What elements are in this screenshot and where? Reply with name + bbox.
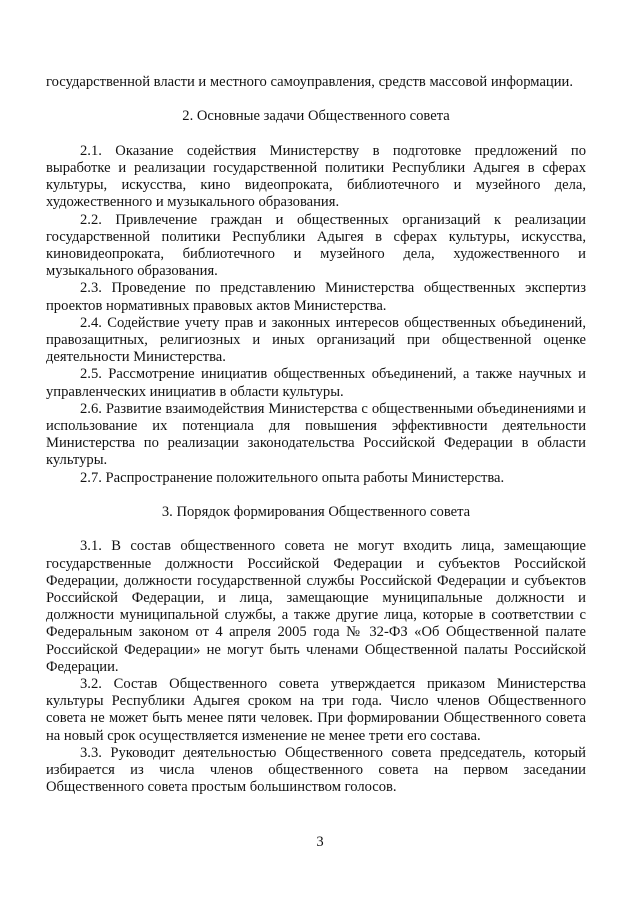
paragraph-2-4: 2.4. Содействие учету прав и законных интересов общественных объединений, правозащитных, религиозных и иных организаций при общественной оценке деятельности Министерства. [46, 314, 586, 366]
paragraph-2-6: 2.6. Развитие взаимодействия Министерства с общественными объединениями и использование их потенциала для повышения эффективности деятельности Министерства по реализации законодательства Российской Федерации в области культуры. [46, 400, 586, 469]
paragraph-3-3: 3.3. Руководит деятельностью Общественного совета председатель, который избирается из числа членов общественного совета на первом заседании Общественного совета простым большинством голосов. [46, 744, 586, 796]
document-page [46, 74, 586, 796]
paragraph-2-1: 2.1. Оказание содействия Министерству в подготовке предложений по выработке и реализации государственной политики Республики Адыгея в сферах культуры, искусства, кино видеопроката, библиотечного и музейного дела, художественного и музыкального образования. [46, 142, 586, 211]
section-3-heading: 3. Порядок формирования Общественного совета [161, 504, 471, 521]
paragraph-3-1: 3.1. В состав общественного совета не могут входить лица, замещающие государственные должности Российской Федерации и субъектов Российской Федерации, должности государственной службы Российской Федерации и субъектов Российской Федерации, и лица, замещающие муниципальные должности и должности муниципальной службы, а также другие лица, которые в соответствии с Федеральным законом от 4 апреля 2005 года № 32-ФЗ «Об Общественной палате Российской Федерации» не могут быть членами Общественной палаты Российской Федерации. [46, 538, 586, 675]
paragraph-2-5: 2.5. Рассмотрение инициатив общественных объединений, а также научных и управленческих инициатив в области культуры. [46, 366, 586, 400]
intro-continuation: государственной власти и местного самоуправления, средств массовой информации. [46, 74, 573, 90]
paragraph-3-2: 3.2. Состав Общественного совета утверждается приказом Министерства культуры Республики Адыгея сроком на три года. Число членов Общественного совета не может быть менее пяти человек. При формировании Общественного совета на новый срок осуществляется изменение не менее трети его состава. [46, 676, 586, 744]
page-number: 3 [316, 834, 324, 850]
paragraph-2-2: 2.2. Привлечение граждан и общественных организаций к реализации государственной политики Республики Адыгея в сферах культуры, искусства, киновидеопроката, библиотечного и музейного дела, художественного и музыкального образования. [46, 211, 586, 280]
section-2-heading: 2. Основные задачи Общественного совета [182, 108, 450, 125]
paragraph-2-7: 2.7. Распространение положительного опыта работы Министерства. [80, 469, 505, 486]
paragraph-2-3: 2.3. Проведение по представлению Министерства общественных экспертиз проектов нормативных правовых актов Министерства. [46, 280, 586, 314]
